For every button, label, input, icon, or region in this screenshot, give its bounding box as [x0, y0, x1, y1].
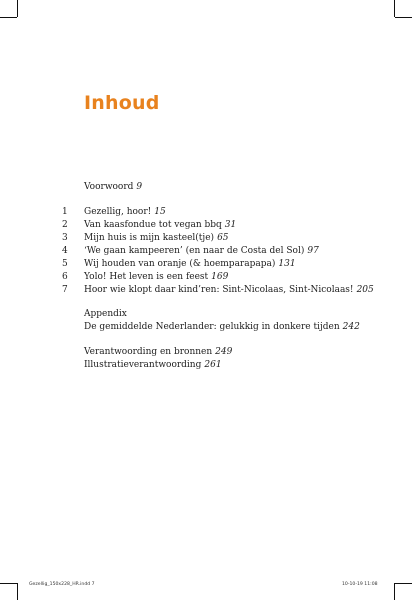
chapter-number: 1	[62, 207, 68, 217]
toc-entry-label: Illustratieverantwoording	[84, 360, 202, 370]
toc-entry-page: 242	[342, 322, 360, 332]
crop-mark	[0, 17, 17, 18]
chapter-number: 2	[62, 220, 68, 230]
toc-entry-backmatter	[84, 359, 222, 371]
toc-entry-label: Verantwoording en bronnen	[84, 347, 213, 357]
toc-chapter	[62, 245, 319, 257]
toc-entry-appendix	[84, 321, 360, 333]
toc-chapter	[62, 219, 236, 231]
crop-mark	[0, 583, 17, 584]
toc-entry-label: Voorwoord	[84, 182, 134, 192]
toc-entry-page: 65	[217, 233, 229, 243]
toc-entry-page: 15	[154, 207, 166, 217]
crop-mark	[17, 583, 18, 600]
toc-entry-label: Yolo! Het leven is een feest	[84, 272, 209, 282]
toc-entry-label: Van kaasfondue tot vegan bbq	[84, 220, 222, 230]
footer-filename: Gezellig_150x228_HR.indd 7	[29, 582, 95, 587]
toc-chapter	[62, 232, 229, 244]
page-title: Inhoud	[84, 92, 160, 114]
toc-entry-label: Wij houden van oranje (& hoemparapapa)	[84, 259, 276, 269]
chapter-number: 6	[62, 272, 68, 282]
toc-entry-label: ‘We gaan kampeeren’ (en naar de Costa del Sol)	[84, 246, 305, 256]
toc-entry-foreword	[84, 181, 142, 193]
toc-entry-label: Mijn huis is mijn kasteel(tje)	[84, 233, 215, 243]
chapter-number: 7	[62, 285, 68, 295]
toc-chapter	[62, 258, 296, 270]
toc-chapter	[62, 206, 166, 218]
crop-mark	[394, 0, 395, 17]
crop-mark	[17, 0, 18, 17]
toc-entry-page: 249	[215, 347, 233, 357]
toc-appendix-heading	[84, 308, 127, 320]
chapter-number: 4	[62, 246, 68, 256]
chapter-number: 5	[62, 259, 68, 269]
crop-mark	[395, 583, 412, 584]
footer-timestamp: 10-10-19 11:08	[342, 582, 378, 587]
toc-entry-backmatter	[84, 346, 232, 358]
toc-entry-label: Hoor wie klopt daar kind’ren: Sint-Nicolaas, Sint-Nicolaas!	[84, 285, 354, 295]
toc-chapter	[62, 271, 228, 283]
chapter-number: 3	[62, 233, 68, 243]
toc-entry-label: Appendix	[84, 309, 127, 319]
toc-entry-page: 261	[204, 360, 222, 370]
toc-entry-page: 169	[211, 272, 229, 282]
toc-entry-page: 97	[307, 246, 319, 256]
toc-chapter	[62, 284, 374, 296]
crop-mark	[394, 583, 395, 600]
toc-entry-page: 31	[224, 220, 237, 230]
crop-mark	[395, 17, 412, 18]
toc-entry-label: Gezellig, hoor!	[84, 207, 152, 217]
toc-entry-page: 9	[136, 182, 143, 192]
toc-entry-label: De gemiddelde Nederlander: gelukkig in donkere tijden	[84, 322, 340, 332]
toc-entry-page: 131	[278, 259, 296, 269]
toc-entry-page: 205	[356, 285, 374, 295]
